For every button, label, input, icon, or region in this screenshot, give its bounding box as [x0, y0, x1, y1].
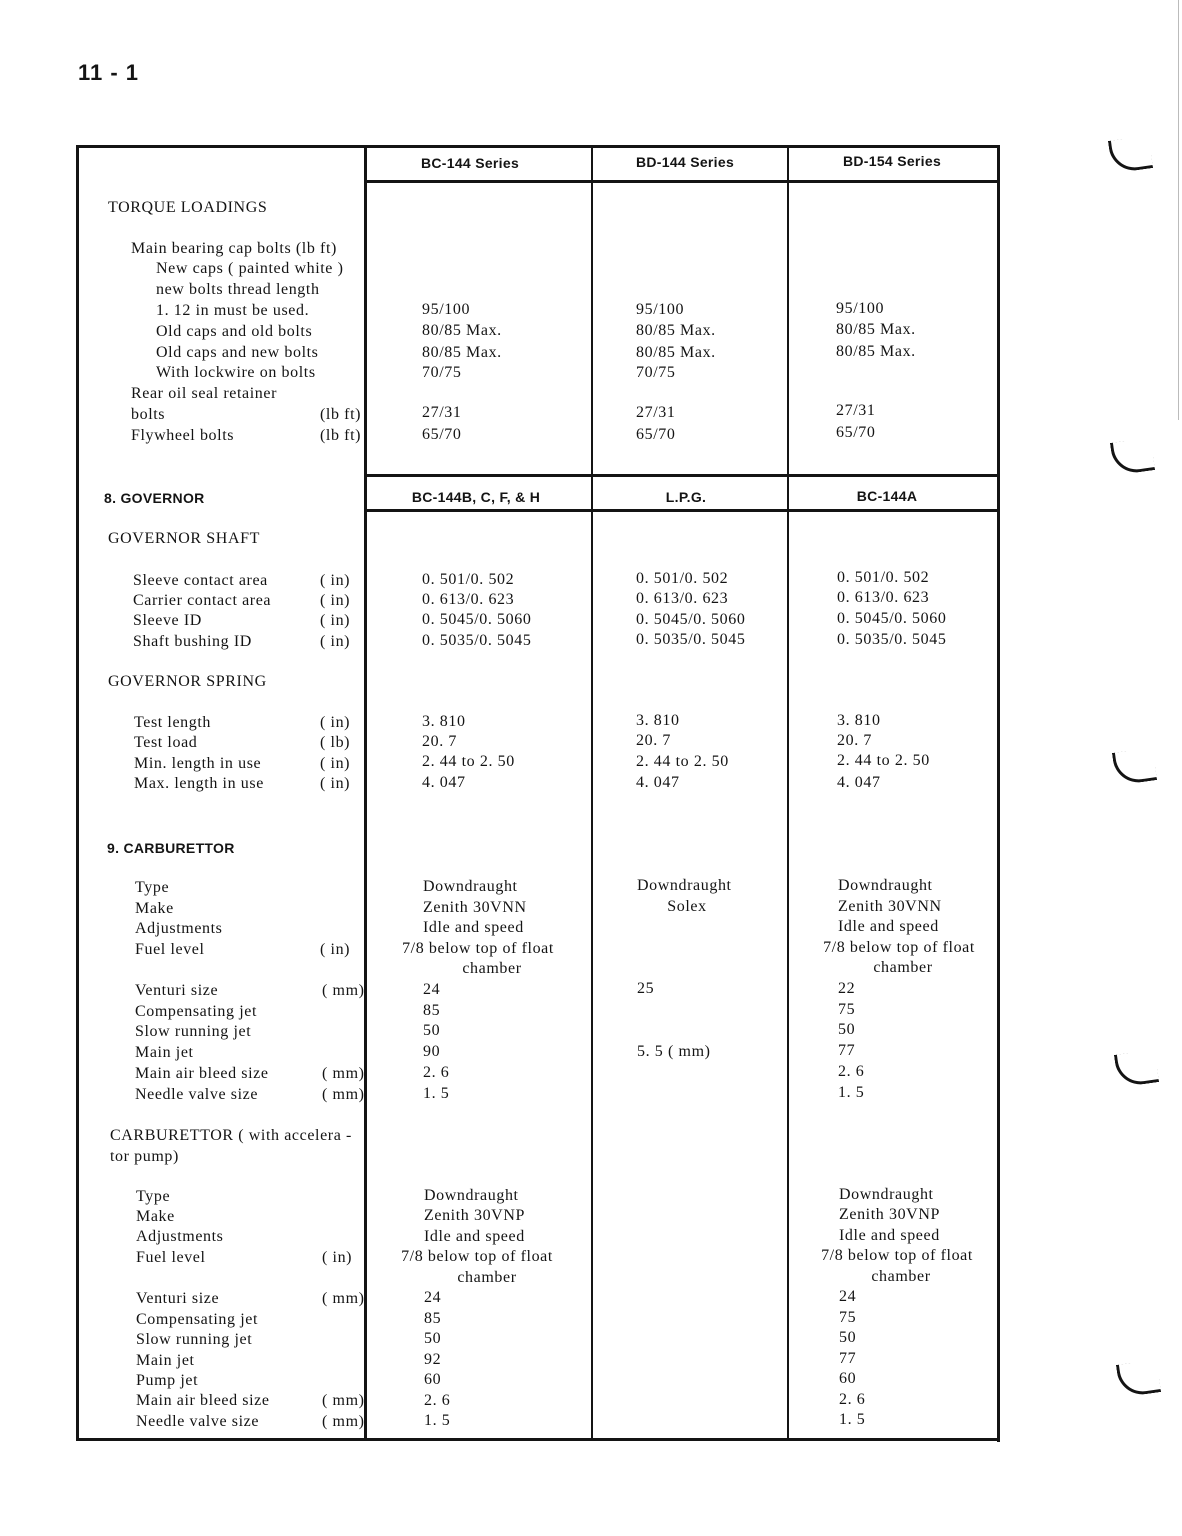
spring-value: 4. 047 [636, 774, 680, 791]
carb-label: Main air bleed size [135, 1065, 269, 1082]
carb-pump-value: 85 [424, 1310, 442, 1327]
label-column-divider [364, 147, 367, 1441]
carb-label: Type [135, 879, 170, 896]
carb-pump-value: 50 [424, 1330, 442, 1347]
table-left-border [76, 147, 79, 1441]
torque-value: 65/70 [422, 426, 462, 443]
carb-pump-value: Zenith 30VNP [424, 1207, 525, 1224]
carb-pump-value: chamber [457, 1269, 517, 1286]
carb-value: 1. 5 [838, 1084, 865, 1101]
carb-pump-value: 24 [424, 1289, 442, 1306]
carb-label: Fuel level [135, 941, 205, 958]
carb-pump-value: 7/8 below top of float [821, 1247, 973, 1264]
table-right-border [997, 145, 1000, 1442]
column-header-bd144: BD-144 Series [635, 154, 735, 170]
carb-pump-value: Zenith 30VNP [839, 1206, 940, 1223]
carb-value: 7/8 below top of float [402, 940, 554, 957]
carb-pump-value: 60 [839, 1370, 857, 1387]
governor-shaft-heading: GOVERNOR SHAFT [108, 530, 260, 547]
old-caps-old-bolts-label: Old caps and old bolts [156, 323, 313, 340]
carb-value: Idle and speed [423, 919, 524, 936]
carb-value: 75 [838, 1001, 856, 1018]
spring-value: 3. 810 [837, 712, 881, 729]
old-caps-new-bolts-label: Old caps and new bolts [156, 344, 319, 361]
carb-value: 22 [838, 980, 856, 997]
shaft-label: Sleeve contact area [133, 572, 268, 589]
column-divider-1 [591, 147, 593, 1441]
carb-pump-label: Type [136, 1188, 171, 1205]
shaft-value: 0. 5045/0. 5060 [636, 611, 746, 628]
carb-value: 1. 5 [423, 1085, 450, 1102]
carb-pump-heading-line2: tor pump) [110, 1148, 179, 1165]
carb-label: Adjustments [135, 920, 223, 937]
carb-pump-unit: ( mm) [322, 1413, 365, 1430]
spring-value: 2. 44 to 2. 50 [837, 752, 930, 769]
shaft-unit: ( in) [320, 612, 351, 629]
new-caps-label: New caps ( painted white ) [156, 260, 344, 277]
carb-pump-label: Main air bleed size [136, 1392, 270, 1409]
carb-value: 5. 5 ( mm) [637, 1043, 711, 1060]
shaft-unit: ( in) [320, 572, 351, 589]
spring-value: 20. 7 [837, 732, 872, 749]
carb-value: 50 [423, 1022, 441, 1039]
carb-pump-value: 75 [839, 1309, 857, 1326]
header-rule-2 [366, 509, 998, 512]
spring-value: 4. 047 [422, 774, 466, 791]
spring-unit: ( lb) [320, 734, 351, 751]
spring-value: 2. 44 to 2. 50 [636, 753, 729, 770]
carb-pump-value: 2. 6 [839, 1391, 866, 1408]
carb-pump-label: Fuel level [136, 1249, 206, 1266]
carb-value: Downdraught [637, 877, 732, 894]
spring-unit: ( in) [320, 755, 351, 772]
spring-value: 20. 7 [636, 732, 671, 749]
shaft-value: 0. 613/0. 623 [422, 591, 515, 608]
governor-spring-heading: GOVERNOR SPRING [108, 673, 267, 690]
carb-label: Compensating jet [135, 1003, 258, 1020]
carb-pump-value: 2. 6 [424, 1392, 451, 1409]
torque-value: 70/75 [636, 364, 676, 381]
shaft-value: 0. 613/0. 623 [636, 590, 729, 607]
shaft-label: Sleeve ID [133, 612, 202, 629]
shaft-value: 0. 501/0. 502 [837, 569, 930, 586]
carb-pump-value: Idle and speed [424, 1228, 525, 1245]
torque-value: 95/100 [422, 301, 471, 318]
carb-pump-label: Slow running jet [136, 1331, 253, 1348]
carb-label: Needle valve size [135, 1086, 259, 1103]
carb-unit: ( mm) [322, 1086, 365, 1103]
carb-pump-label: Main jet [136, 1352, 195, 1369]
spring-unit: ( in) [320, 775, 351, 792]
torque-value: 80/85 Max. [836, 343, 916, 360]
shaft-value: 0. 501/0. 502 [422, 571, 515, 588]
carb-value: 2. 6 [838, 1063, 865, 1080]
carb-value: 77 [838, 1042, 856, 1059]
carb-value: 2. 6 [423, 1064, 450, 1081]
torque-value: 95/100 [636, 301, 685, 318]
carb-pump-label: Needle valve size [136, 1413, 260, 1430]
carb-pump-label: Compensating jet [136, 1311, 259, 1328]
torque-value: 80/85 Max. [636, 344, 716, 361]
carb-pump-value: 92 [424, 1351, 442, 1368]
rear-oil-seal-label: Rear oil seal retainer [131, 385, 278, 402]
carb-value: 7/8 below top of float [823, 939, 975, 956]
flywheel-unit: (lb ft) [320, 427, 362, 444]
carb-pump-value: 50 [839, 1329, 857, 1346]
carb-pump-value: Downdraught [839, 1186, 934, 1203]
carb-value: 50 [838, 1021, 856, 1038]
new-bolts-label: new bolts thread length [156, 281, 320, 298]
torque-value: 95/100 [836, 300, 885, 317]
torque-value: 80/85 Max. [636, 322, 716, 339]
carb-pump-value: 7/8 below top of float [401, 1248, 553, 1265]
page-number: 11 - 1 [78, 60, 140, 85]
carb-pump-value: 1. 5 [424, 1412, 451, 1429]
section-rule-top [366, 474, 998, 477]
torque-value: 27/31 [422, 404, 462, 421]
torque-value: 27/31 [636, 404, 676, 421]
carb-value: 90 [423, 1043, 441, 1060]
rear-oil-bolts-label: bolts [131, 406, 166, 423]
table-bottom-border [76, 1438, 1000, 1441]
column-header-bd154: BD-154 Series [842, 153, 942, 169]
carb-unit: ( mm) [322, 982, 365, 999]
spring-value: 3. 810 [422, 713, 466, 730]
torque-value: 70/75 [422, 364, 462, 381]
carb-value: 24 [423, 981, 441, 998]
carb-pump-label: Venturi size [136, 1290, 220, 1307]
carb-value: Downdraught [423, 878, 518, 895]
torque-value: 80/85 Max. [422, 344, 502, 361]
carb-unit: ( in) [320, 941, 351, 958]
carburettor-heading: 9. CARBURETTOR [107, 840, 235, 856]
header-rule-1 [366, 180, 998, 183]
flywheel-label: Flywheel bolts [131, 427, 235, 444]
spring-value: 2. 44 to 2. 50 [422, 753, 515, 770]
spring-value: 20. 7 [422, 733, 457, 750]
carb-unit: ( mm) [322, 1065, 365, 1082]
shaft-unit: ( in) [320, 633, 351, 650]
carb-pump-unit: ( mm) [322, 1392, 365, 1409]
carb-value: 25 [637, 980, 655, 997]
carb-pump-unit: ( in) [322, 1249, 353, 1266]
shaft-label: Carrier contact area [133, 592, 272, 609]
page-edge-line [1178, 0, 1179, 420]
carb-pump-value: 77 [839, 1350, 857, 1367]
lockwire-label: With lockwire on bolts [156, 364, 316, 381]
shaft-value: 0. 613/0. 623 [837, 589, 930, 606]
carb-pump-label: Adjustments [136, 1228, 224, 1245]
shaft-value: 0. 5045/0. 5060 [837, 610, 947, 627]
spring-value: 4. 047 [837, 774, 881, 791]
carb-pump-heading-line1: CARBURETTOR ( with accelera - [110, 1127, 352, 1144]
shaft-value: 0. 5035/0. 5045 [422, 632, 532, 649]
torque-value: 65/70 [836, 424, 876, 441]
shaft-label: Shaft bushing ID [133, 633, 252, 650]
carb-value: chamber [462, 960, 522, 977]
table-top-border [76, 145, 1000, 148]
carb-pump-value: chamber [871, 1268, 931, 1285]
carb-label: Make [135, 900, 174, 917]
spring-label: Test length [134, 714, 212, 731]
spring-label: Max. length in use [134, 775, 264, 792]
torque-value: 27/31 [836, 402, 876, 419]
carb-pump-value: 60 [424, 1371, 442, 1388]
column-divider-2 [787, 147, 789, 1441]
carb-value: 85 [423, 1002, 441, 1019]
shaft-value: 0. 5035/0. 5045 [837, 631, 947, 648]
shaft-value: 0. 5035/0. 5045 [636, 631, 746, 648]
carb-label: Main jet [135, 1044, 194, 1061]
torque-value: 65/70 [636, 426, 676, 443]
thread-length-label: 1. 12 in must be used. [156, 302, 310, 319]
shaft-value: 0. 501/0. 502 [636, 570, 729, 587]
main-bearing-label: Main bearing cap bolts (lb ft) [131, 240, 337, 257]
carb-value: Idle and speed [838, 918, 939, 935]
torque-heading: TORQUE LOADINGS [108, 199, 268, 216]
governor-heading: 8. GOVERNOR [104, 490, 205, 506]
carb-pump-unit: ( mm) [322, 1290, 365, 1307]
torque-value: 80/85 Max. [422, 322, 502, 339]
carb-pump-label: Make [136, 1208, 175, 1225]
carb-pump-value: Downdraught [424, 1187, 519, 1204]
carb-pump-value: 24 [839, 1288, 857, 1305]
column-header-lpg: L.P.G. [665, 489, 707, 505]
column-header-bc144: BC-144 Series [420, 155, 520, 171]
column-header-bc144bcfh: BC-144B, C, F, & H [411, 489, 541, 505]
carb-value: Zenith 30VNN [838, 898, 942, 915]
shaft-unit: ( in) [320, 592, 351, 609]
carb-value: Downdraught [838, 877, 933, 894]
column-header-bc144a: BC-144A [856, 488, 918, 504]
carb-pump-label: Pump jet [136, 1372, 199, 1389]
carb-label: Venturi size [135, 982, 219, 999]
carb-pump-value: Idle and speed [839, 1227, 940, 1244]
carb-value: Solex [667, 898, 707, 915]
carb-value: Zenith 30VNN [423, 899, 527, 916]
rear-oil-unit: (lb ft) [320, 406, 362, 423]
carb-label: Slow running jet [135, 1023, 252, 1040]
spring-value: 3. 810 [636, 712, 680, 729]
torque-value: 80/85 Max. [836, 321, 916, 338]
carb-value: chamber [873, 959, 933, 976]
spring-label: Test load [134, 734, 198, 751]
spring-label: Min. length in use [134, 755, 262, 772]
spring-unit: ( in) [320, 714, 351, 731]
carb-pump-value: 1. 5 [839, 1411, 866, 1428]
shaft-value: 0. 5045/0. 5060 [422, 611, 532, 628]
